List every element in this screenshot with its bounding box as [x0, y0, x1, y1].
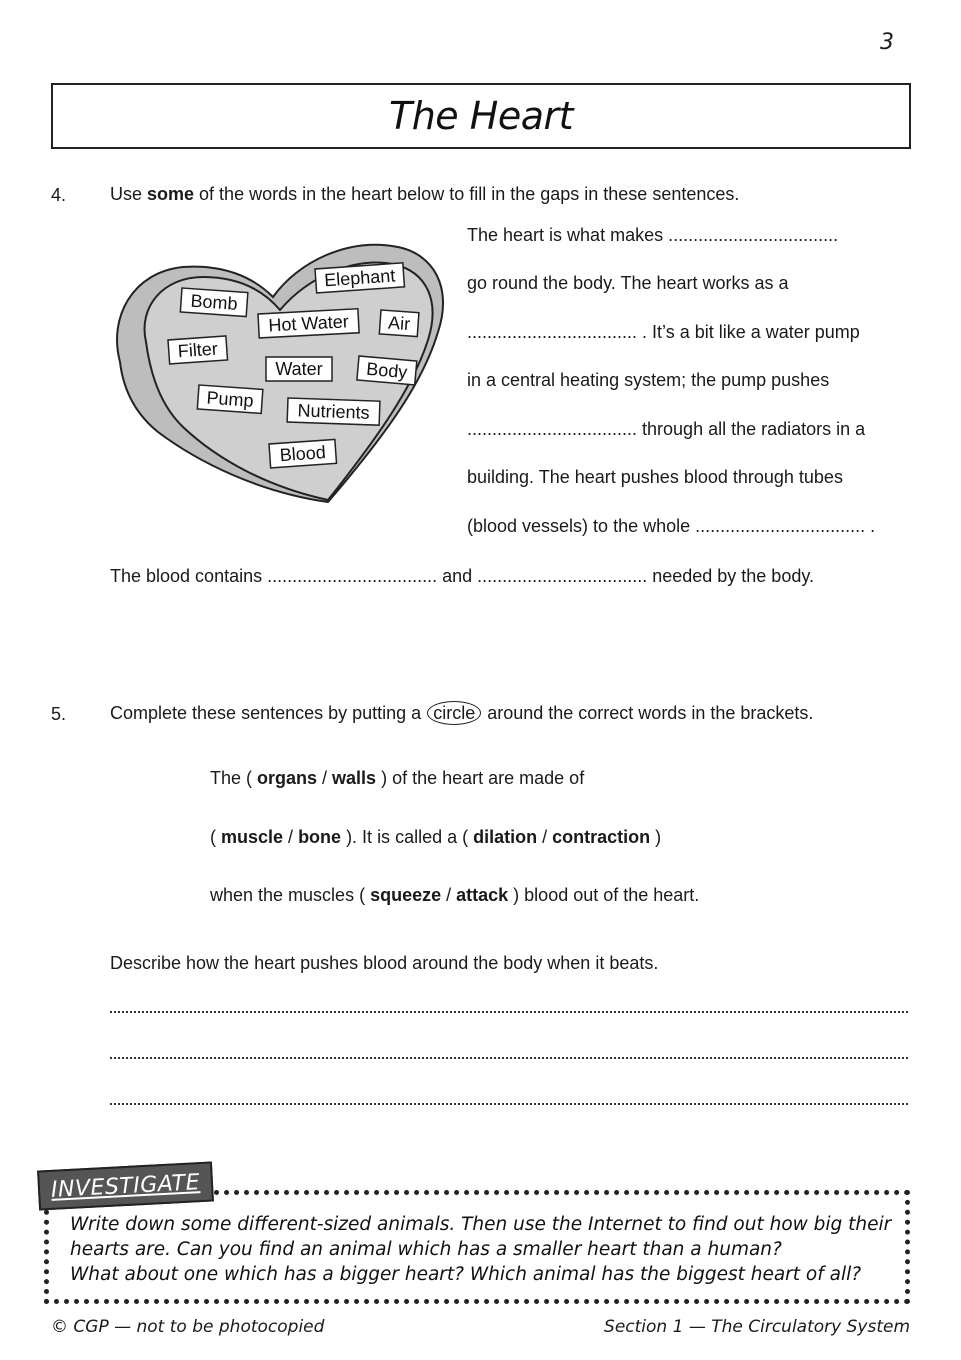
- footer-copyright: © CGP — not to be photocopied: [51, 1317, 325, 1337]
- fill-line-3: .................................. . It’s a bit like a water pump: [467, 322, 860, 342]
- footer-section: Section 1 — The Circulatory System: [604, 1317, 910, 1337]
- investigate-line-3: What about one which has a bigger heart? Which animal has the biggest heart of all?: [70, 1264, 862, 1285]
- answer-line-1[interactable]: [110, 1011, 908, 1013]
- q5-describe-prompt: Describe how the heart pushes blood around the body when it beats.: [110, 953, 659, 973]
- heart-word-air: [379, 310, 419, 337]
- svg-text:Blood: Blood: [279, 442, 327, 466]
- svg-text:Pump: Pump: [205, 387, 255, 411]
- q5-sentence-2: ( muscle / bone ). It is called a ( dilation / contraction ): [210, 827, 662, 847]
- heart-illustration: [108, 222, 453, 512]
- heart-word-nutrients: [287, 398, 380, 425]
- choice-dilation[interactable]: dilation: [473, 827, 538, 847]
- question-5-number: 5.: [51, 704, 67, 724]
- svg-text:Nutrients: Nutrients: [297, 400, 370, 423]
- question-4-number: 4.: [51, 185, 67, 205]
- choice-muscle[interactable]: muscle: [221, 827, 284, 847]
- svg-text:Body: Body: [365, 358, 409, 383]
- svg-text:Water: Water: [275, 359, 323, 379]
- fill-line-5: .................................. through all the radiators in a: [467, 419, 866, 439]
- answer-line-2[interactable]: [110, 1057, 908, 1059]
- fill-line-2: go round the body. The heart works as a: [467, 273, 789, 293]
- choice-walls[interactable]: walls: [332, 768, 377, 788]
- page-number: 3: [880, 30, 894, 55]
- question-4-instruction: Use some of the words in the heart below to fill in the gaps in these sentences.: [110, 184, 740, 204]
- fill-line-4: in a central heating system; the pump pushes: [467, 370, 830, 390]
- heart-word-elephant: [315, 263, 404, 293]
- svg-text:Air: Air: [387, 312, 411, 335]
- heart-word-blood: [269, 439, 337, 468]
- svg-text:Hot Water: Hot Water: [267, 311, 350, 336]
- heart-word-body: [357, 356, 417, 385]
- heart-word-hot-water: [258, 309, 359, 338]
- svg-text:Elephant: Elephant: [323, 265, 396, 291]
- investigate-line-2: hearts are. Can you find an animal which has a smaller heart than a human?: [70, 1239, 782, 1260]
- investigate-line-1: Write down some different-sized animals. Then use the Internet to find out how big their: [70, 1214, 892, 1235]
- choice-attack[interactable]: attack: [456, 885, 509, 905]
- title-box: [51, 83, 911, 149]
- question-5-instruction: Complete these sentences by putting a circle around the correct words in the brackets.: [110, 703, 814, 723]
- choice-bone[interactable]: bone: [298, 827, 342, 847]
- q5-sentence-3: when the muscles ( squeeze / attack ) blood out of the heart.: [210, 885, 700, 905]
- choice-squeeze[interactable]: squeeze: [370, 885, 442, 905]
- investigate-label: INVESTIGATE: [50, 1169, 201, 1203]
- heart-word-water: [266, 357, 332, 381]
- answer-line-3[interactable]: [110, 1103, 908, 1105]
- page-title: The Heart: [388, 94, 573, 138]
- heart-word-filter: [168, 336, 228, 364]
- svg-text:Bomb: Bomb: [189, 290, 239, 314]
- fill-line-6: building. The heart pushes blood through tubes: [467, 467, 843, 487]
- fill-line-1: The heart is what makes ..................................: [467, 225, 839, 245]
- circled-word: circle: [427, 701, 481, 725]
- choice-contraction[interactable]: contraction: [552, 827, 651, 847]
- q5-sentence-1: The ( organs / walls ) of the heart are made of: [210, 768, 585, 788]
- choice-organs[interactable]: organs: [257, 768, 318, 788]
- svg-text:Filter: Filter: [177, 338, 219, 362]
- heart-word-pump: [197, 385, 263, 413]
- heart-word-bomb: [180, 288, 248, 317]
- fill-line-7: (blood vessels) to the whole .................................. .: [467, 516, 876, 536]
- fill-line-8: The blood contains .................................. and .................................. needed by the body.: [110, 566, 815, 586]
